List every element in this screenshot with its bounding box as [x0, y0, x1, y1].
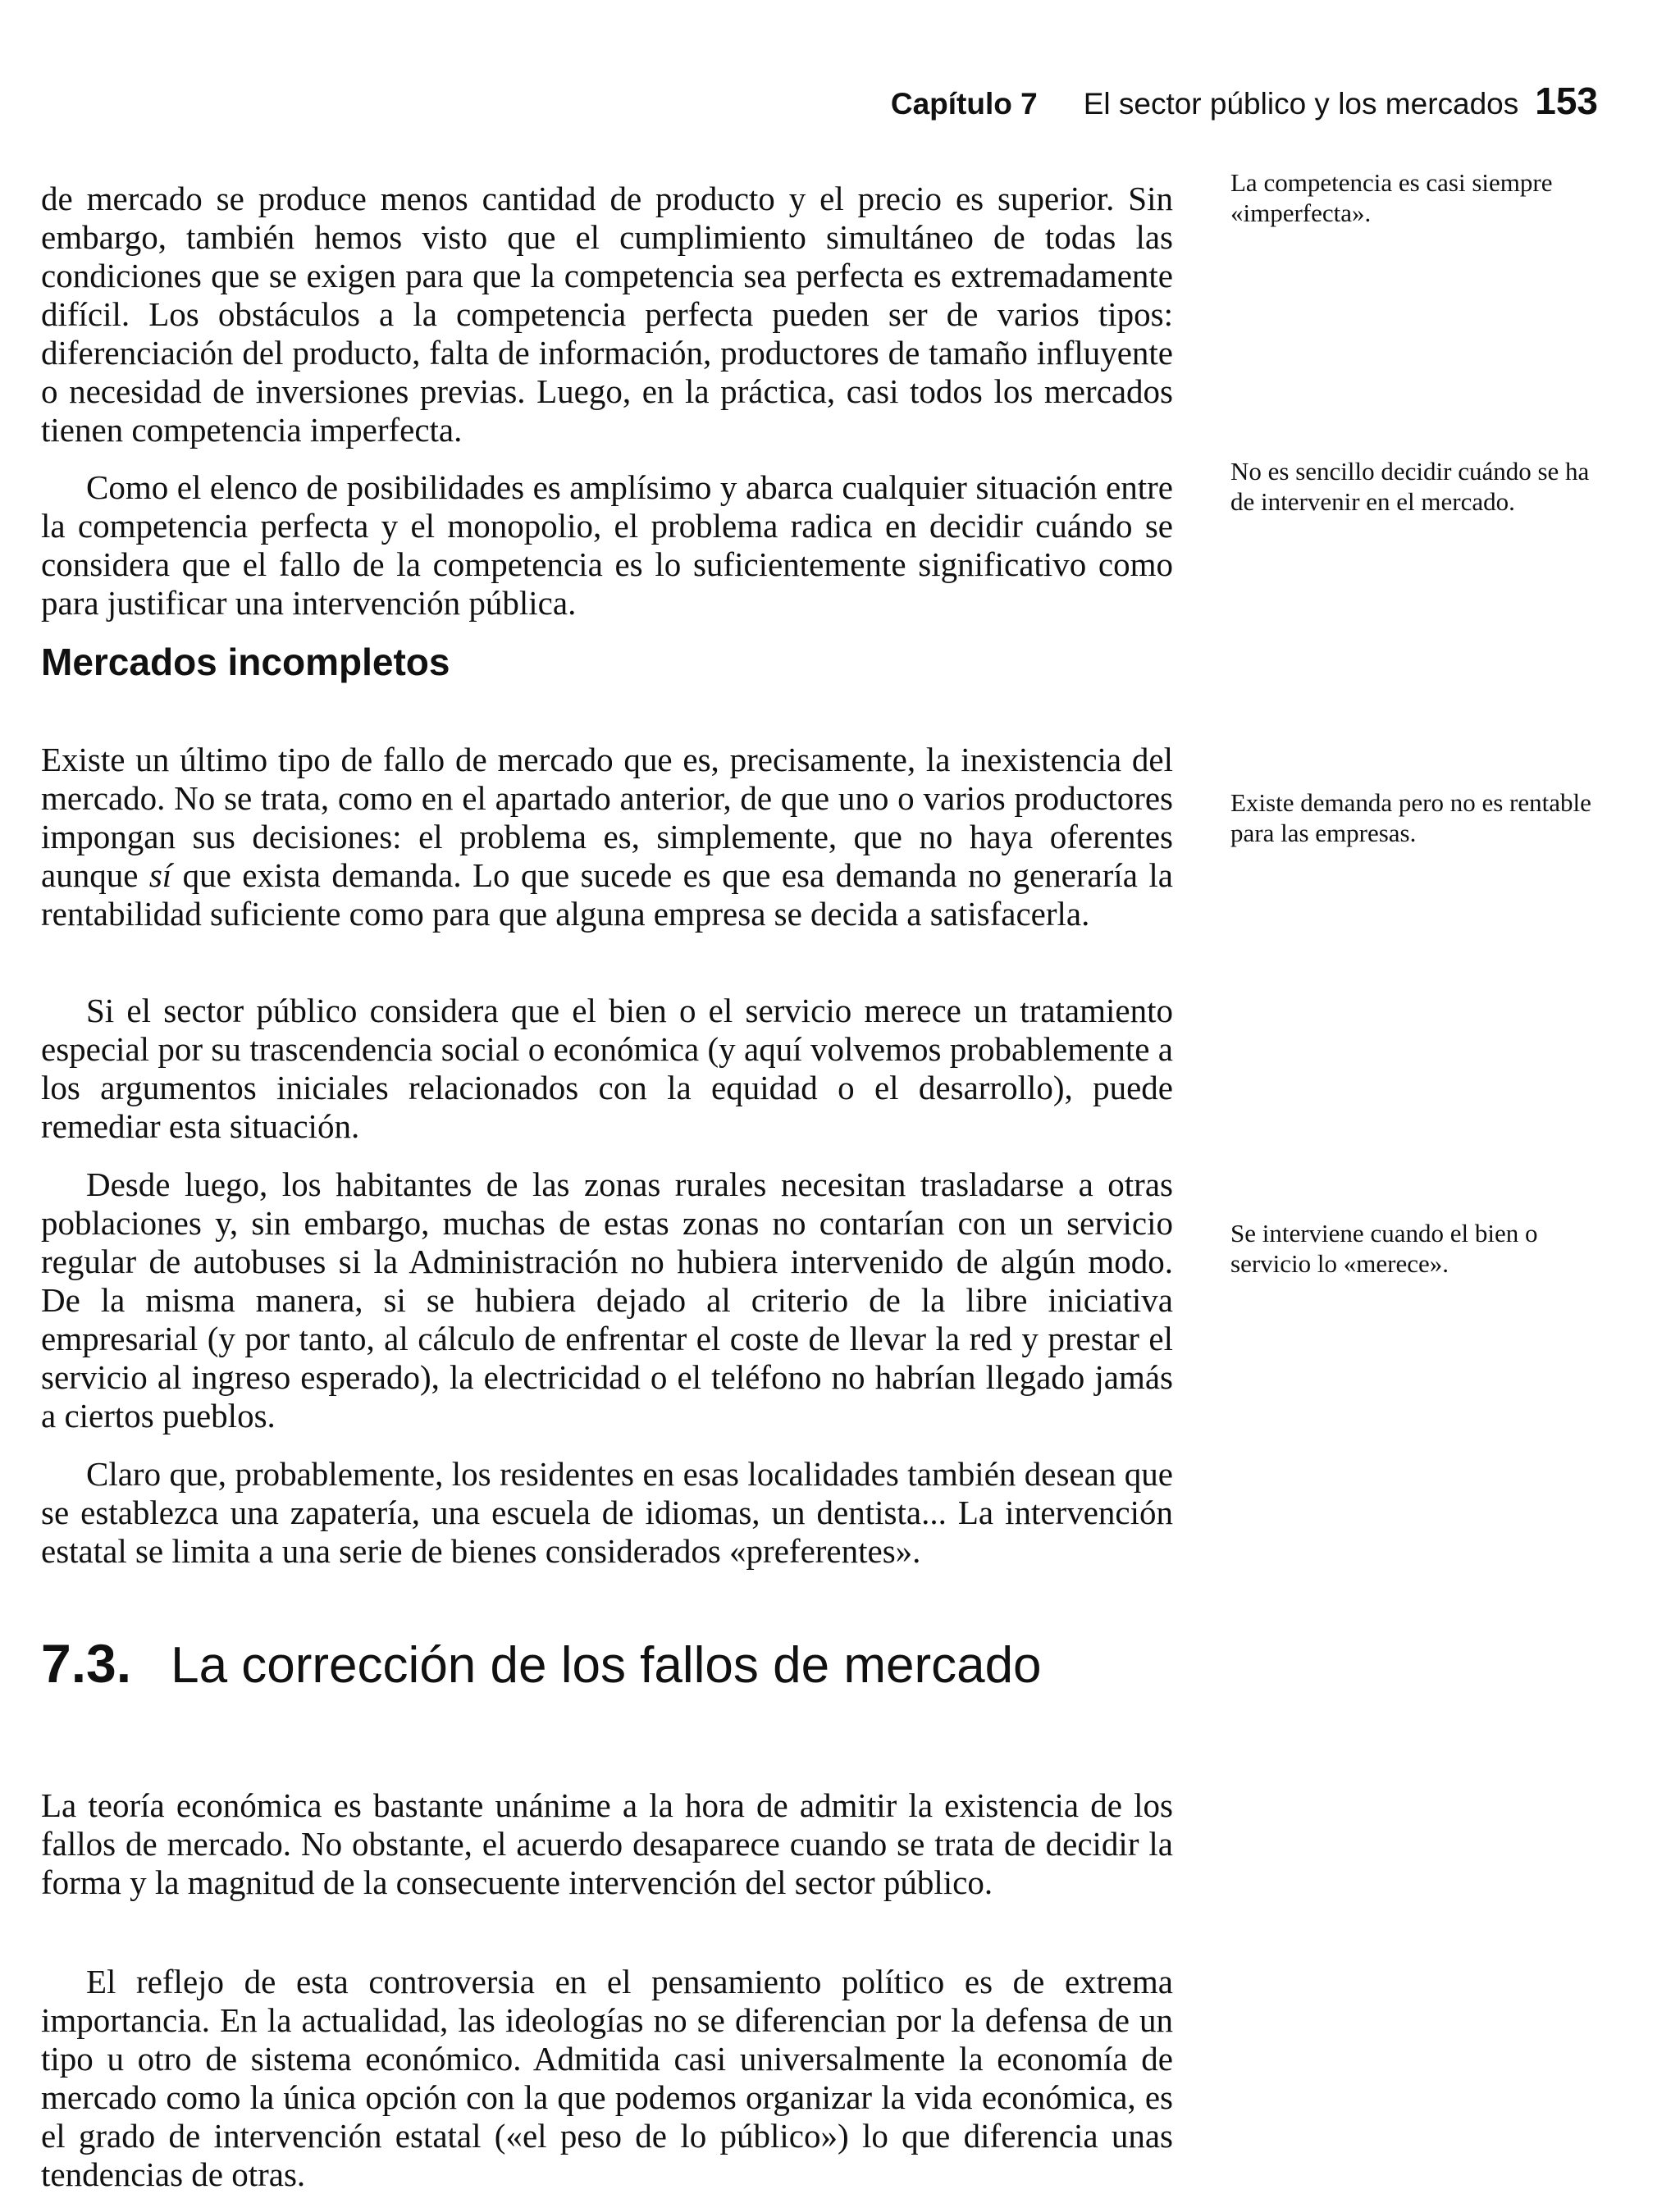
paragraph-rural-zones: Desde luego, los habitantes de las zonas rurales necesitan trasladarse a otras poblaciones y, sin embargo, muchas de estas zonas no contarían con un servicio regular de autobuses si la Administración no hubiera intervenido de algún modo. De la misma manera, si se hubiera dejado al criterio de la libre iniciativa empresarial (y por tanto, al cálculo de enfrentar el coste de llevar la red y prestar el servicio al ingreso esperado), la electricidad o el teléfono no habrían llegado jamás a ciertos pueblos.: [41, 1165, 1173, 1435]
page-number: 153: [1535, 80, 1598, 122]
p3-text-b: que exista demanda. Lo que sucede es que esa demanda no generaría la rentabilidad suficiente como para que alguna empresa se decida a satisfacerla.: [41, 856, 1173, 933]
subheading-incomplete-markets: Mercados incompletos: [41, 641, 450, 683]
p3-emphasis: sí: [148, 856, 172, 894]
paragraph-political-thought: El reflejo de esta controversia en el pensamiento político es de extrema importancia. En la actualidad, las ideologías no se diferencian por la defensa de un tipo u otro de sistema económico. Admitida casi universalmente la economía de mercado como la única opción con la que podemos organizar la vida económica, es el grado de intervención estatal («el peso de lo público») lo que diferencia unas tendencias de otras.: [41, 1963, 1173, 2193]
paragraph-possibilities: Como el elenco de posibilidades es amplísimo y abarca cualquier situación entre la competencia perfecta y el monopolio, el problema radica en decidir cuándo se considera que el fallo de la competencia es lo suficientemente significativo como para justificar una intervención pública.: [41, 468, 1173, 622]
section-heading: [41, 1632, 1042, 1695]
chapter-label: Capítulo 7: [890, 87, 1038, 121]
paragraph-economic-theory: La teoría económica es bastante unánime a la hora de admitir la existencia de los fallos de mercado. No obstante, el acuerdo desaparece cuando se trata de decidir la forma y la magnitud de la consecuente intervención del sector público.: [41, 1786, 1173, 1901]
running-header: [891, 79, 1598, 123]
section-label: El sector público y los mercados: [1083, 87, 1519, 121]
paragraph-preferent-goods: Claro que, probablemente, los residentes en esas localidades también desean que se establezca una zapatería, una escuela de idiomas, un dentista... La intervención estatal se limita a una serie de bienes considerados «preferentes».: [41, 1455, 1173, 1570]
paragraph-competition: de mercado se produce menos cantidad de producto y el precio es superior. Sin embargo, también hemos visto que el cumplimiento simultáneo de todas las condiciones que se exigen para que la competencia sea perfecta es extremadamente difícil. Los obstáculos a la competencia perfecta pueden ser de varios tipos: diferenciación del producto, falta de información, productores de tamaño influyente o necesidad de inversiones previas. Luego, en la práctica, casi todos los mercados tienen competencia imperfecta.: [41, 180, 1173, 449]
margin-note-4: Se interviene cuando el bien o servicio lo «merece».: [1230, 1219, 1538, 1278]
section-title: La corrección de los fallos de mercado: [171, 1637, 1042, 1694]
margin-note-3: Existe demanda pero no es rentable para las empresas.: [1230, 788, 1591, 847]
margin-note-2: No es sencillo decidir cuándo se ha de intervenir en el mercado.: [1230, 457, 1590, 516]
paragraph-public-sector: Si el sector público considera que el bien o el servicio merece un tratamiento especial por su trascendencia social o económica (y aquí volvemos probablemente a los argumentos iniciales relacionados con la equidad o el desarrollo), puede remediar esta situación.: [41, 992, 1173, 1145]
margin-note-1: La competencia es casi siempre «imperfecta».: [1230, 168, 1553, 227]
section-number: 7.3.: [41, 1633, 132, 1694]
p3-text-a: Existe un último tipo de fallo de mercado que es, precisamente, la inexistencia del mercado. No se trata, como en el apartado anterior, de que uno o varios productores impongan sus decisiones: el problema es, simplemente, que no haya oferentes aunque: [41, 741, 1173, 894]
paragraph-nonexistent-market: [41, 741, 1173, 933]
